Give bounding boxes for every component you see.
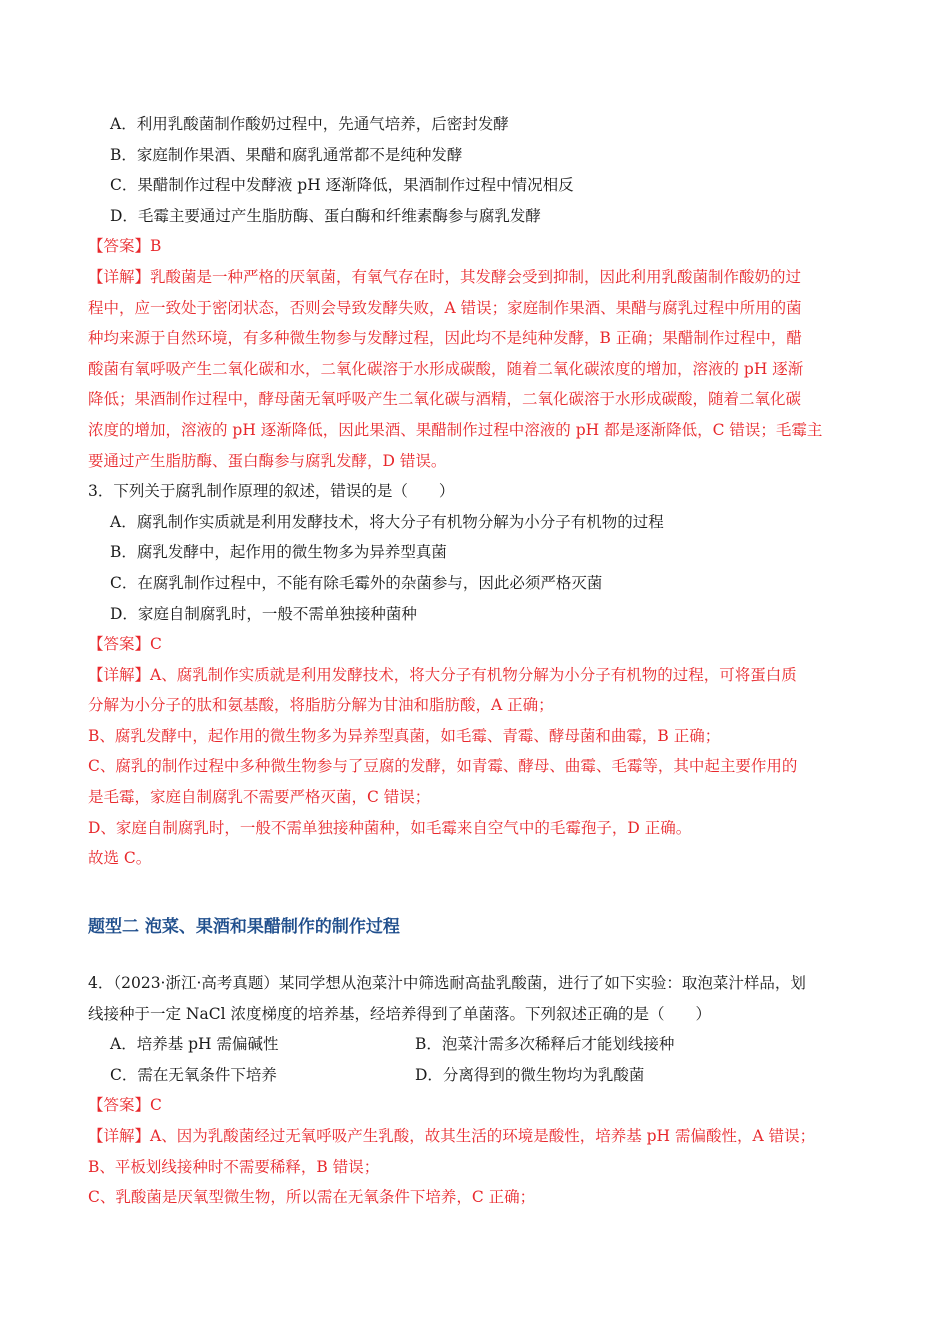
q2-explain-line: 酸菌有氧呼吸产生二氧化碳和水，二氧化碳溶于水形成碳酸，随着二氧化碳浓度的增加，溶液的 pH 逐渐 — [88, 359, 804, 378]
question-4-block — [88, 968, 860, 1213]
q3-explain-line: B、腐乳发酵中，起作用的微生物多为异养型真菌，如毛霉、青霉、酵母菌和曲霉，B 正确； — [88, 726, 721, 745]
q4-option-b: B．泡菜汁需多次稀释后才能划线接种 — [415, 1035, 675, 1054]
q3-option-c: C．在腐乳制作过程中，不能有除毛霉外的杂菌参与，因此必须严格灭菌 — [110, 573, 603, 592]
q2-option-c: C．果醋制作过程中发酵液 pH 逐渐降低，果酒制作过程中情况相反 — [110, 176, 574, 195]
q4-stem-line: 4．（2023·浙江·高考真题）某同学想从泡菜汁中筛选耐高盐乳酸菌，进行了如下实验：取泡菜汁样品，划 — [88, 974, 806, 992]
q3-explain-line: D、家庭自制腐乳时，一般不需单独接种菌种，如毛霉来自空气中的毛霉孢子，D 正确。 — [88, 818, 692, 837]
q3-option-b: B．腐乳发酵中，起作用的微生物多为异养型真菌 — [110, 543, 447, 562]
q3-option-a: A．腐乳制作实质就是利用发酵技术，将大分子有机物分解为小分子有机物的过程 — [110, 512, 664, 531]
q2-explain-line: 要通过产生脂肪酶、蛋白酶参与腐乳发酵，D 错误。 — [88, 451, 447, 470]
q2-explain-line: 浓度的增加，溶液的 pH 逐渐降低，因此果酒、果醋制作过程中溶液的 pH 都是逐渐降低，C 错误；毛霉主 — [88, 420, 823, 439]
q3-stem: 3．下列关于腐乳制作原理的叙述，错误的是（ ） — [88, 482, 455, 501]
q2-answer: 【答案】B — [88, 237, 162, 256]
q2-option-d: D．毛霉主要通过产生脂肪酶、蛋白酶和纤维素酶参与腐乳发酵 — [110, 206, 541, 225]
q3-explain-line: 故选 C。 — [88, 849, 152, 868]
q3-explain-line: 分解为小分子的肽和氨基酸，将脂肪分解为甘油和脂肪酸，A 正确； — [88, 696, 554, 715]
section-heading: 题型二 泡菜、果酒和果醋制作的制作过程 — [88, 917, 400, 937]
q4-options-row — [88, 1060, 860, 1091]
question-2-block — [88, 109, 860, 874]
q3-explain-line: C、腐乳的制作过程中多种微生物参与了豆腐的发酵，如青霉、酵母、曲霉、毛霉等，其中起主要作用的 — [88, 757, 798, 776]
q4-explain-line: B、平板划线接种时不需要稀释，B 错误； — [88, 1157, 380, 1176]
q3-answer: 【答案】C — [88, 635, 162, 654]
q2-explain-line: 程中，应一致处于密闭状态，否则会导致发酵失败，A 错误；家庭制作果酒、果醋与腐乳过程中所用的菌 — [88, 298, 802, 317]
q4-explain-line: C、乳酸菌是厌氧型微生物，所以需在无氧条件下培养，C 正确； — [88, 1188, 536, 1207]
q4-option-a: A．培养基 pH 需偏碱性 — [110, 1035, 279, 1054]
q3-explain-line: 【详解】A、腐乳制作实质就是利用发酵技术，将大分子有机物分解为小分子有机物的过程，可将蛋白质 — [88, 665, 797, 684]
q4-stem-line: 线接种于一定 NaCl 浓度梯度的培养基，经培养得到了单菌落。下列叙述正确的是（ ） — [88, 1004, 711, 1023]
q3-explain-line: 是毛霉，家庭自制腐乳不需要严格灭菌，C 错误； — [88, 788, 431, 807]
q2-option-a: A．利用乳酸菌制作酸奶过程中，先通气培养，后密封发酵 — [110, 115, 509, 133]
q4-option-d: D．分离得到的微生物均为乳酸菌 — [415, 1065, 645, 1084]
q2-explain-line: 【详解】乳酸菌是一种严格的厌氧菌，有氧气存在时，其发酵会受到抑制，因此利用乳酸菌制作酸奶的过 — [88, 267, 802, 286]
q4-options-row — [88, 1029, 860, 1060]
q4-explain-line: 【详解】A、因为乳酸菌经过无氧呼吸产生乳酸，故其生活的环境是酸性，培养基 pH 需偏酸性，A 错误； — [88, 1126, 816, 1145]
q4-option-c: C．需在无氧条件下培养 — [110, 1065, 277, 1084]
q3-option-d: D．家庭自制腐乳时，一般不需单独接种菌种 — [110, 604, 417, 623]
q2-explain-line: 种均来源于自然环境，有多种微生物参与发酵过程，因此均不是纯种发酵，B 正确；果醋制作过程中，醋 — [88, 329, 802, 348]
q4-answer: 【答案】C — [88, 1096, 162, 1115]
q2-explain-line: 降低；果酒制作过程中，酵母菌无氧呼吸产生二氧化碳与酒精，二氧化碳溶于水形成碳酸，随着二氧化碳 — [88, 390, 802, 409]
q2-option-b: B．家庭制作果酒、果醋和腐乳通常都不是纯种发酵 — [110, 145, 463, 164]
